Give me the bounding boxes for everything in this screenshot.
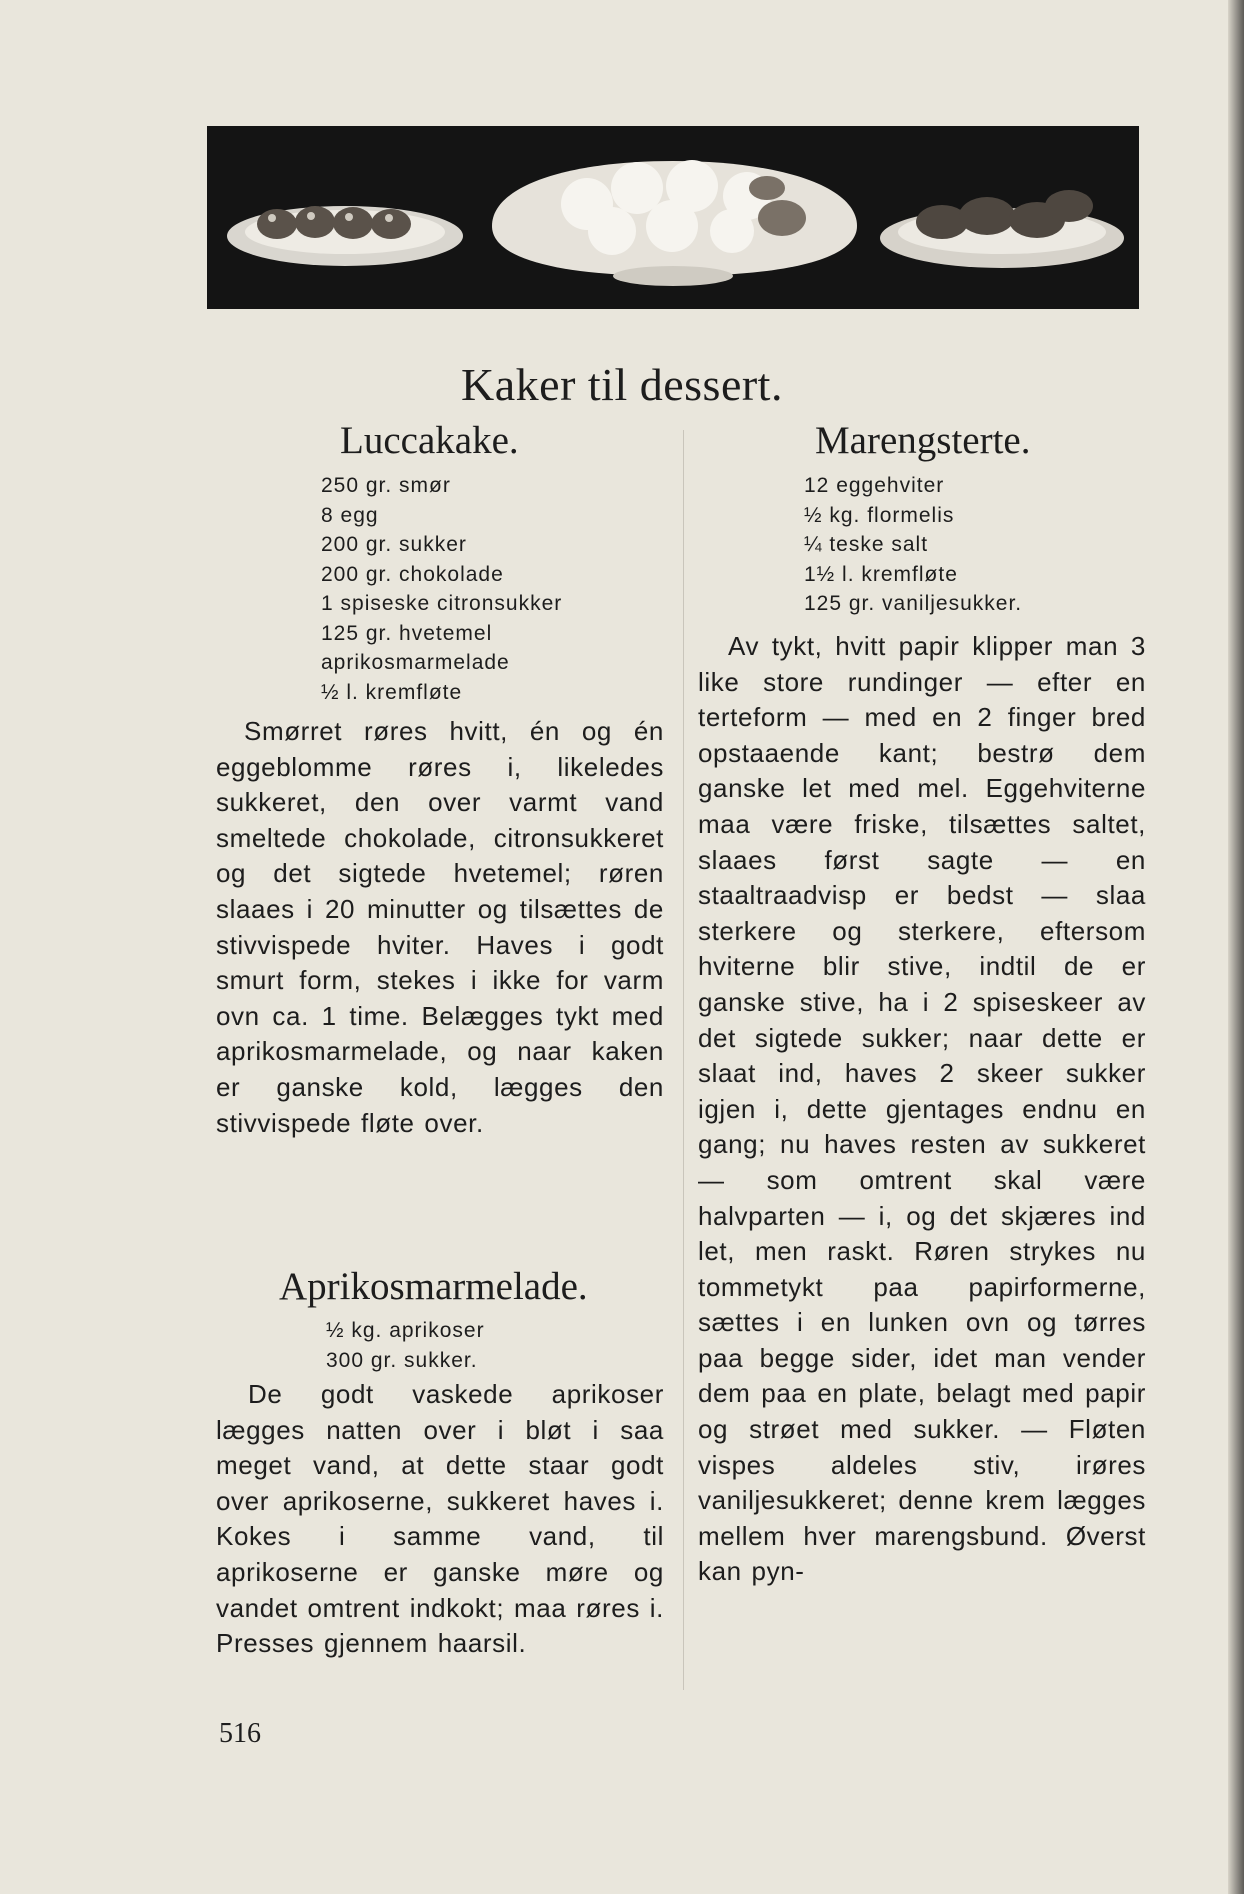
marengsterte-ingredients (804, 471, 1022, 619)
ingredient-item: 200 gr. sukker (321, 533, 467, 556)
ingredient-item: aprikosmarmelade (321, 651, 510, 674)
dessert-photo (207, 126, 1139, 309)
luccakake-ingredients (321, 471, 562, 707)
ingredient-item: ½ l. kremfløte (321, 680, 463, 704)
aprikosmarmelade-instructions: De godt vaskede aprikoser lægges natten over i bløt i saa meget vand, at dette staar godt over aprikoserne, sukkeret haves i. Kokes i samme vand, til aprikoserne er ganske møre og vandet omtrent indkokt; maa røres i. Presses gjennem haarsil. (216, 1379, 664, 1659)
page-edge (1228, 0, 1244, 1894)
marengsterte-instructions: Av tykt, hvitt papir klipper man 3 like store rundinger — efter en terteform — med en 2 finger bred opstaaende kant; bestrø dem ganske let med mel. Eggehviterne maa være friske, tilsættes saltet, slaaes først sagte — en staaltraadvisp er bedst — slaa sterkere og sterkere, eftersom hviterne blir stive, indtil de er ganske stive, ha i 2 spiseskeer av det sigtede sukker; naar dette er slaat ind, haves 2 skeer sukker igjen i, dette gjentages endnu en gang; nu haves resten av sukkeret — som omtrent skal være halvparten — i, og det skjæres ind let, men raskt. Røren strykes nu tommetykt paa papirformerne, sættes i en lunken ovn og tørres paa begge sider, idet man vender dem paa en plate, belagt med papir og strøet med sukker. — Fløten vispes aldeles stiv, irøres vaniljesukkeret; denne krem lægges mellem hver marengsbund. Øverst kan pyn- (698, 631, 1146, 1587)
ingredient-item: 12 eggehviter (804, 474, 945, 497)
ingredient-item: ½ kg. aprikoser (326, 1319, 485, 1342)
ingredient-item: ¼ teske salt (804, 533, 929, 556)
luccakake-heading: Luccakake. (340, 419, 519, 462)
ingredient-item: 8 egg (321, 503, 379, 527)
marengsterte-heading: Marengsterte. (815, 419, 1031, 462)
aprikosmarmelade-ingredients (326, 1316, 485, 1375)
ingredient-item: 1 spiseske citronsukker (321, 592, 563, 615)
ingredient-item: ½ kg. flormelis (804, 503, 955, 527)
luccakake-instructions: Smørret røres hvitt, én og én eggeblomme røres i, likeledes sukkeret, den over varmt vand smeltede chokolade, citronsukkeret og det sigtede hvetemel; røren slaaes i 20 minutter og tilsættes de stivvispede hviter. Haves i godt smurt form, stekes i ikke for varm ovn ca. 1 time. Belægges tykt med aprikosmarmelade, og naar kaken er ganske kold, lægges den stivvispede fløte over. (216, 716, 664, 1138)
ingredient-item: 125 gr. hvetemel (321, 621, 493, 645)
page-number: 516 (219, 1718, 261, 1749)
ingredient-item: 200 gr. chokolade (321, 562, 504, 586)
ingredient-item: 1½ l. kremfløte (804, 562, 958, 586)
column-divider (683, 430, 684, 1690)
ingredient-item: 250 gr. smør (321, 474, 451, 497)
page-title: Kaker til dessert. (461, 359, 783, 410)
aprikosmarmelade-heading: Aprikosmarmelade. (279, 1265, 588, 1308)
ingredient-item: 125 gr. vaniljesukker. (804, 592, 1023, 615)
ingredient-item: 300 gr. sukker. (326, 1348, 478, 1372)
dessert-photo-illustration (207, 126, 1139, 309)
